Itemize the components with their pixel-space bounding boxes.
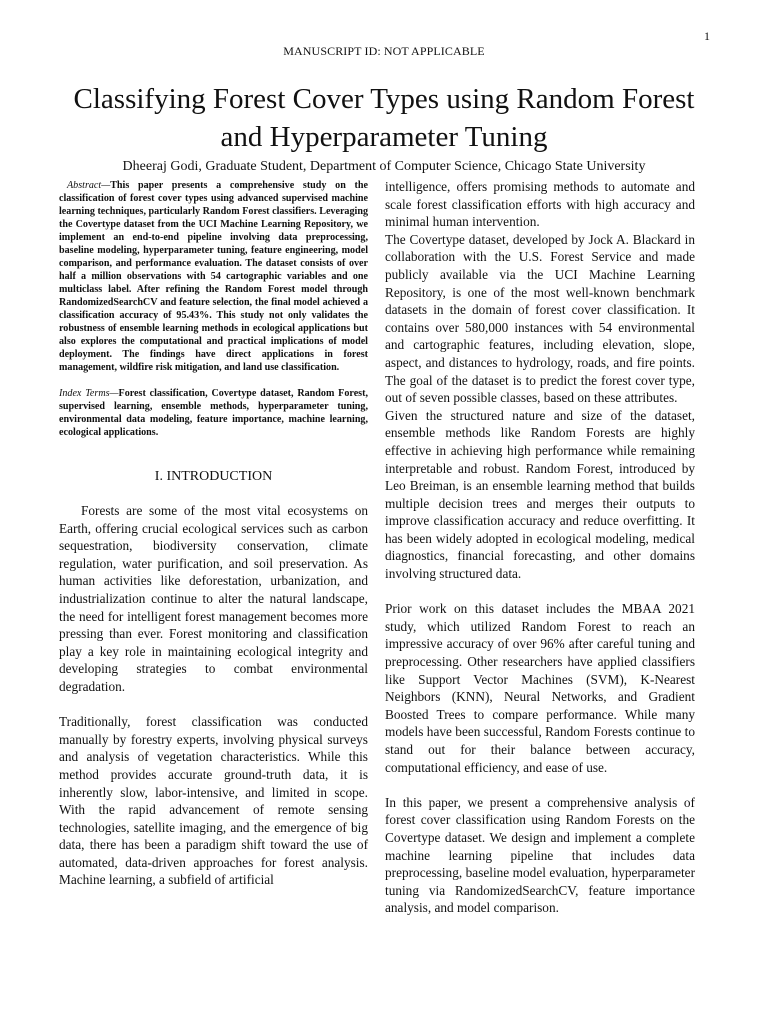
paragraph: Given the structured nature and size of the dataset, ensemble methods like Random Forests are highly effective in achieving high performance while remaining interpretable and robust. Random Forest, introduced by Leo Breiman, is an ensemble learning method that builds multiple decision trees and merges their outputs to improve classification accuracy and reduce overfitting. It has been widely adopted in ecological modeling, medical diagnostics, financial forecasting, and other domains involving structured data.	[385, 407, 695, 582]
paper-title: Classifying Forest Cover Types using Random Forest and Hyperparameter Tuning	[73, 83, 695, 153]
paragraph: intelligence, offers promising methods to automate and scale forest classification efforts with high accuracy and minimal human intervention.	[385, 179, 695, 230]
abstract-text: This paper presents a comprehensive study on the classification of forest cover types using advanced supervised machine learning techniques, particularly Random Forest classifiers. Leveraging the Covertype dataset from the UCI Machine Learning Repository, we implement an end-to-end pipeline involving data preprocessing, baseline modeling, hyperparameter tuning, feature engineering, model comparison, and performance evaluation. The dataset consists of over half a million observations with 54 cartographic variables and one multiclass label. After refining the Random Forest model through RandomizedSearchCV and feature selection, the final model achieved a classification accuracy of 95.43%. This study not only validates the robustness of ensemble learning methods in ecological applications but also explores the computational and practical implications of model deployment. The findings have direct applications in forest management, wildfire risk mitigation, and land use classification.	[59, 180, 368, 373]
paragraph: Prior work on this dataset includes the MBAA 2021 study, which utilized Random Forest to reach an impressive accuracy of over 96% after careful tuning and preprocessing. Other researchers have applied classifiers like Support Vector Machines (SVM), K-Nearest Neighbors (KNN), Neural Networks, and Gradient Boosted Trees to compare performance. While many models have been successful, Random Forests continue to stand out for their balance between accuracy, computational efficiency, and ease of use.	[385, 601, 695, 775]
paragraph: In this paper, we present a comprehensive analysis of forest cover classification using Random Forests on the Covertype dataset. We design and implement a complete machine learning pipeline that includes data preprocessing, baseline model evaluation, hyperparameter tuning via RandomizedSearchCV, feature importance analysis, and model comparison.	[385, 794, 695, 916]
right-column	[385, 178, 695, 917]
section-heading-introduction: I. INTRODUCTION	[154, 469, 273, 484]
manuscript-id: MANUSCRIPT ID: NOT APPLICABLE	[283, 44, 485, 58]
paragraph: Forests are some of the most vital ecosystems on Earth, offering crucial ecological services such as carbon sequestration, biodiversity conservation, climate regulation, water purification, and soil preservation. As human activities like deforestation, urbanization, and industrialization continue to alter the natural landscape, the need for intelligent forest management becomes more pressing than ever. Forest monitoring and classification play a key role in maintaining ecological integrity and developing strategies to combat environmental degradation.	[59, 503, 368, 694]
left-column	[59, 179, 368, 889]
abstract-lead: Abstract—	[67, 180, 111, 191]
index-terms-lead: Index Terms—	[59, 388, 119, 399]
abstract	[59, 179, 368, 374]
page-number: 1	[704, 29, 710, 43]
paragraph: Traditionally, forest classification was conducted manually by forestry experts, involving physical surveys and analysis of vegetation characteristics. While this method provides accurate ground-truth data, it is inherently slow, labor-intensive, and limited in scope. With the rapid advancement of remote sensing technologies, satellite imaging, and the emergence of big data, there has been a paradigm shift toward the use of automated, data-driven approaches for forest analysis. Machine learning, a subfield of artificial	[59, 714, 368, 888]
index-terms-text: Forest classification, Covertype dataset, Random Forest, supervised learning, ensemble methods, hyperparameter tuning, environmental data modeling, feature importance, machine learning, ecological applications.	[59, 388, 368, 438]
author-line: Dheeraj Godi, Graduate Student, Department of Computer Science, Chicago State University	[122, 159, 646, 174]
index-terms	[59, 387, 368, 439]
paragraph: The Covertype dataset, developed by Jock A. Blackard in collaboration with the U.S. Forest Service and made publicly available via the UCI Machine Learning Repository, is one of the most well-known benchmark datasets in the domain of forest cover classification. It contains over 580,000 instances with 54 environmental and cartographic features, including elevation, slope, aspect, and distances to hydrology, roads, and fire points. The goal of the dataset is to predict the forest cover type, out of seven possible classes, based on these attributes.	[385, 231, 695, 406]
